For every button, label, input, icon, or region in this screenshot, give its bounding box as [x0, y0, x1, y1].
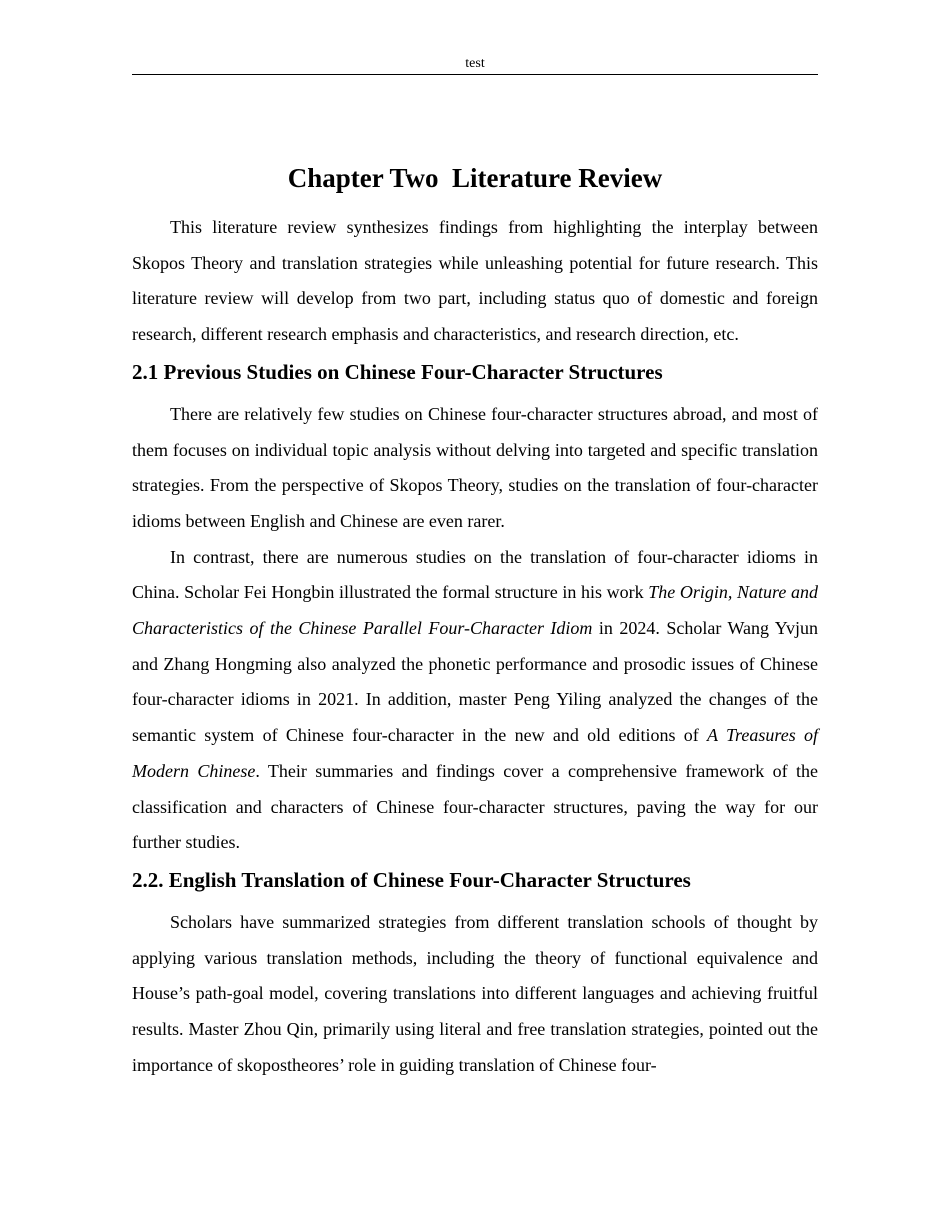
- section-heading-2-2: 2.2. English Translation of Chinese Four-Character Structures: [132, 867, 691, 892]
- paragraph-text-segment: in 2024. Scholar Wang Yvjun and Zhang Hongming also analyzed the phonetic performance and prosodic issues of Chinese four-character idioms in 2021. In addition, master Peng Yiling analyzed the changes of the semantic system of Chinese four-character in the new and old editions of: [132, 618, 819, 746]
- cited-work-title: A Treasures of Modern Chinese: [132, 725, 818, 781]
- running-header: [132, 56, 818, 75]
- section-heading-2-1: 2.1 Previous Studies on Chinese Four-Character Structures: [132, 359, 663, 384]
- intro-paragraph: This literature review synthesizes findings from highlighting the interplay between Skopos Theory and translation strategies while unleashing potential for future research. This literature review will develop from two part, including status quo of domestic and foreign research, different research emphasis and characteristics, and research direction, etc.: [132, 217, 818, 345]
- chapter-title: Chapter Two Literature Review: [287, 163, 663, 193]
- cited-work-title: The Origin, Nature and Characteristics of the Chinese Parallel Four-Character Idiom: [132, 582, 818, 639]
- running-header-title: test: [465, 56, 485, 71]
- section-2-1-paragraph-2: [132, 540, 818, 861]
- page-body: [132, 158, 818, 1083]
- paragraph-text-segment: In contrast, there are numerous studies on the translation of four-character idioms in China. Scholar Fei Hongbin illustrated the formal structure in his work: [132, 546, 818, 603]
- paragraph-text-segment: . Their summaries and findings cover a comprehensive framework of the classification and characters of Chinese four-character structures, paving the way for our further studies.: [132, 760, 818, 853]
- section-2-1-paragraph-1: There are relatively few studies on Chinese four-character structures abroad, and most of them focuses on individual topic analysis without delving into targeted and specific translation strategies. From the perspective of Skopos Theory, studies on the translation of four-character idioms between English and Chinese are even rarer.: [132, 403, 818, 531]
- section-2-2-paragraph-1: Scholars have summarized strategies from different translation schools of thought by applying various translation methods, including the theory of functional equivalence and House’s path-goal model, covering translations into different languages and achieving fruitful results. Master Zhou Qin, primarily using literal and free translation strategies, pointed out the importance of skopostheores’ role in guiding translation of Chinese four-: [132, 911, 818, 1075]
